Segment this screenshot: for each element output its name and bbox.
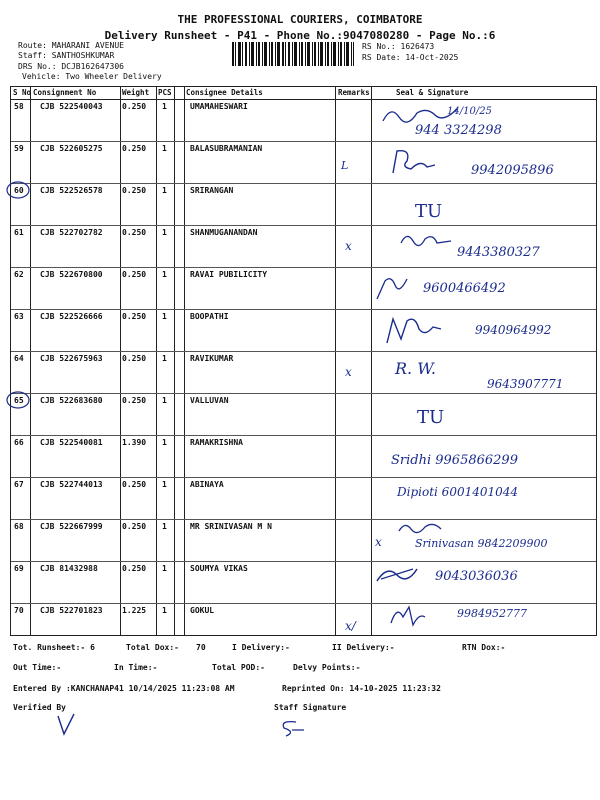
remark-mark: x [345, 239, 352, 253]
row-weight: 0.250 [122, 102, 147, 111]
remark-mark: L [341, 159, 349, 172]
handwritten-signature: Sridhi 9965866299 [391, 453, 518, 468]
handwritten-initials: TU [415, 201, 443, 222]
remark-mark: x [375, 535, 382, 549]
handwritten-phone: 944 3324298 [415, 123, 502, 138]
document-title: THE PROFESSIONAL COURIERS, COIMBATORE [177, 13, 423, 26]
row-consignee: ABINAYA [190, 480, 224, 489]
signature-scribble [397, 229, 453, 251]
out-time: Out Time:- [13, 663, 62, 672]
row-consignee: MR SRINIVASAN M N [190, 522, 272, 531]
row-consignee: GOKUL [190, 606, 215, 615]
handwritten-initials: TU [417, 407, 445, 428]
row-sno: 69 [14, 564, 24, 573]
remark-mark: x [345, 365, 352, 379]
row-pcs: 1 [162, 144, 167, 153]
row-pcs: 1 [162, 228, 167, 237]
row-sno: 64 [14, 354, 24, 363]
row-sno: 59 [14, 144, 24, 153]
row-weight: 0.250 [122, 396, 147, 405]
staff-signature-label: Staff Signature [274, 703, 347, 712]
col-header-pcs: PCS [158, 88, 172, 97]
row-consignee: BALASUBRAMANIAN [190, 144, 263, 153]
row-consignment: CJB 522526578 [40, 186, 103, 195]
row-weight: 1.390 [122, 438, 147, 447]
row-consignment: CJB 522526666 [40, 312, 103, 321]
row-pcs: 1 [162, 312, 167, 321]
signature-scribble [373, 273, 413, 303]
row-consignee: SHANMUGANANDAN [190, 228, 258, 237]
tot-runsheet: Tot. Runsheet:- 6 [13, 643, 95, 652]
row-consignee: SRIRANGAN [190, 186, 234, 195]
handwritten-date: 14/10/25 [447, 106, 492, 117]
vehicle-label: Vehicle: Two Wheeler Delivery [22, 72, 162, 81]
col-header-consignment: Consignment No [33, 88, 97, 97]
row-pcs: 1 [162, 438, 167, 447]
row-pcs: 1 [162, 270, 167, 279]
signature-scribble [379, 103, 459, 127]
rs-number: RS No.: 1626473 [362, 42, 435, 51]
handwritten-phone: 9443380327 [457, 245, 540, 260]
handwritten-signature: R. W. [395, 359, 436, 378]
row-consignment: CJB 522670800 [40, 270, 103, 279]
handwritten-phone: Srinivasan 9842209900 [415, 537, 548, 550]
in-time: In Time:- [114, 663, 158, 672]
total-dox-label: Total Dox:- [126, 643, 179, 652]
i-delivery: I Delivery:- [232, 643, 290, 652]
signature-scribble [387, 147, 437, 177]
row-pcs: 1 [162, 396, 167, 405]
staff-label: Staff: SANTHOSHKUMAR [18, 51, 115, 60]
rtn-dox: RTN Dox:- [462, 643, 506, 652]
row-sno: 60 [14, 186, 24, 195]
total-pod: Total POD:- [212, 663, 265, 672]
row-sno: 68 [14, 522, 24, 531]
row-weight: 0.250 [122, 564, 147, 573]
col-header-remarks: Remarks [338, 88, 370, 97]
row-sno: 66 [14, 438, 24, 447]
row-pcs: 1 [162, 564, 167, 573]
handwritten-signature: Dipioti 6001401044 [397, 485, 519, 499]
row-pcs: 1 [162, 522, 167, 531]
remark-mark: x/ [345, 619, 356, 633]
handwritten-phone: 9942095896 [471, 163, 554, 178]
entered-by: Entered By :KANCHANAP41 10/14/2025 11:23:08 AM [13, 684, 235, 693]
row-consignment: CJB 522701823 [40, 606, 103, 615]
signature-scribble [387, 601, 427, 629]
staff-signature-scribble [276, 718, 306, 738]
row-consignment: CJB 522540081 [40, 438, 103, 447]
handwritten-phone: 9984952777 [457, 607, 527, 620]
col-header-sno: S No [13, 88, 32, 97]
row-sno: 58 [14, 102, 24, 111]
row-consignee: UMAMAHESWARI [190, 102, 248, 111]
row-consignee: RAVIKUMAR [190, 354, 234, 363]
row-consignee: RAMAKRISHNA [190, 438, 243, 447]
row-weight: 0.250 [122, 354, 147, 363]
row-pcs: 1 [162, 606, 167, 615]
drs-number: DRS No.: DCJB162647306 [18, 62, 124, 71]
row-consignee: RAVAI PUBILICITY [190, 270, 268, 279]
row-weight: 0.250 [122, 522, 147, 531]
delvy-points: Delvy Points:- [293, 663, 361, 672]
row-pcs: 1 [162, 354, 167, 363]
total-dox-value: 70 [196, 643, 206, 652]
row-consignee: BOOPATHI [190, 312, 229, 321]
row-pcs: 1 [162, 186, 167, 195]
signature-scribble [373, 563, 421, 585]
runsheet-table [10, 86, 597, 636]
signature-scribble [395, 519, 445, 537]
row-sno: 63 [14, 312, 24, 321]
row-sno: 65 [14, 396, 24, 405]
row-consignee: SOUMYA VIKAS [190, 564, 248, 573]
reprinted-on: Reprinted On: 14-10-2025 11:23:32 [282, 684, 441, 693]
row-consignment: CJB 81432988 [40, 564, 98, 573]
document-subtitle: Delivery Runsheet - P41 - Phone No.:9047080280 - Page No.:6 [104, 29, 496, 42]
row-weight: 1.225 [122, 606, 147, 615]
row-weight: 0.250 [122, 228, 147, 237]
row-weight: 0.250 [122, 270, 147, 279]
col-header-signature: Seal & Signature [396, 88, 469, 97]
row-consignment: CJB 522683680 [40, 396, 103, 405]
row-weight: 0.250 [122, 186, 147, 195]
col-header-weight: Weight [122, 88, 150, 97]
handwritten-phone: 9043036036 [435, 569, 518, 584]
verifier-signature [54, 712, 78, 738]
row-weight: 0.250 [122, 312, 147, 321]
row-consignment: CJB 522744013 [40, 480, 103, 489]
row-sno: 61 [14, 228, 24, 237]
row-sno: 70 [14, 606, 24, 615]
row-weight: 0.250 [122, 480, 147, 489]
row-consignment: CJB 522675963 [40, 354, 103, 363]
row-pcs: 1 [162, 480, 167, 489]
row-pcs: 1 [162, 102, 167, 111]
verified-by-label: Verified By [13, 703, 66, 712]
handwritten-phone: 9940964992 [475, 323, 552, 337]
row-consignment: CJB 522540043 [40, 102, 103, 111]
signature-scribble [383, 313, 443, 347]
barcode-image [232, 42, 354, 66]
handwritten-phone: 9600466492 [423, 281, 506, 296]
row-consignment: CJB 522667999 [40, 522, 103, 531]
row-consignment: CJB 522702782 [40, 228, 103, 237]
rs-date: RS Date: 14-Oct-2025 [362, 53, 459, 62]
handwritten-phone: 9643907771 [487, 377, 564, 391]
row-consignment: CJB 522605275 [40, 144, 103, 153]
row-consignee: VALLUVAN [190, 396, 229, 405]
row-sno: 62 [14, 270, 24, 279]
ii-delivery: II Delivery:- [332, 643, 395, 652]
row-weight: 0.250 [122, 144, 147, 153]
row-sno: 67 [14, 480, 24, 489]
col-header-consignee: Consignee Details [186, 88, 263, 97]
route-label: Route: MAHARANI AVENUE [18, 41, 124, 50]
